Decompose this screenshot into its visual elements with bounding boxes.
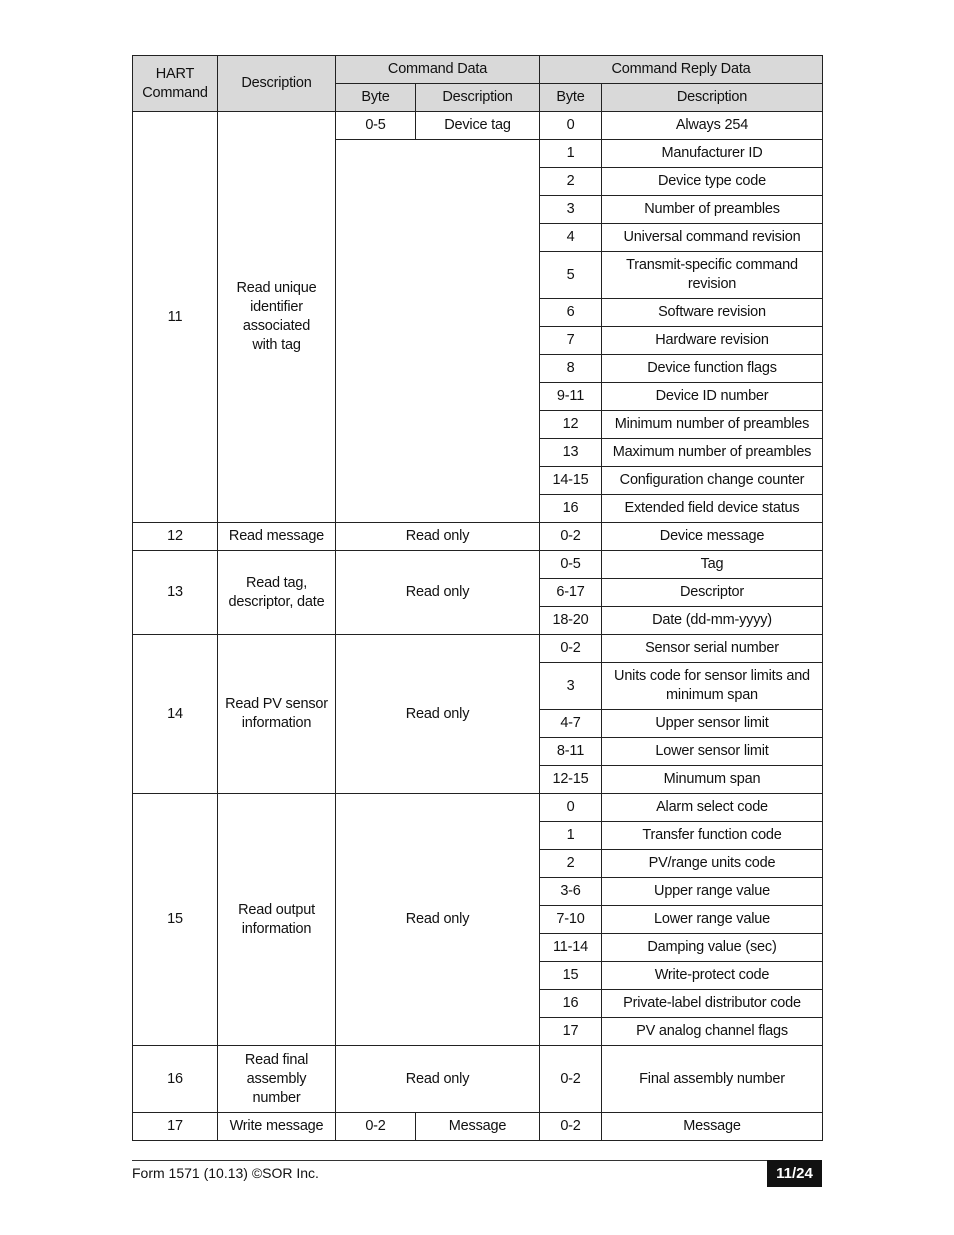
- reply-description: Alarm select code: [602, 794, 823, 822]
- reply-byte: 0-2: [540, 635, 602, 663]
- reply-byte: 1: [540, 140, 602, 168]
- command-number: 14: [133, 635, 218, 794]
- command-byte: 0-5: [336, 112, 416, 140]
- reply-byte: 6: [540, 299, 602, 327]
- command-byte: 0-2: [336, 1113, 416, 1141]
- header-reply-byte: Byte: [540, 84, 602, 112]
- command-number: 15: [133, 794, 218, 1046]
- command-description: Read message: [218, 523, 336, 551]
- reply-description: Final assembly number: [602, 1046, 823, 1113]
- command-data-read-only: Read only: [336, 635, 540, 794]
- command-description: Read tag, descriptor, date: [218, 551, 336, 635]
- reply-description: Lower range value: [602, 906, 823, 934]
- reply-description: Sensor serial number: [602, 635, 823, 663]
- reply-byte: 4-7: [540, 710, 602, 738]
- reply-byte: 0: [540, 794, 602, 822]
- reply-description: Descriptor: [602, 579, 823, 607]
- reply-description: Extended field device status: [602, 495, 823, 523]
- table-row: [133, 112, 823, 140]
- command-data-read-only: Read only: [336, 794, 540, 1046]
- reply-byte: 2: [540, 850, 602, 878]
- reply-byte: 0-5: [540, 551, 602, 579]
- page-number-badge: 11/24: [767, 1160, 822, 1187]
- reply-byte: 8-11: [540, 738, 602, 766]
- table-row: [133, 551, 823, 579]
- hart-command-table: [132, 55, 823, 1141]
- reply-description: Transmit-specific command revision: [602, 252, 823, 299]
- header-sub-description: Description: [416, 84, 540, 112]
- reply-description: PV analog channel flags: [602, 1018, 823, 1046]
- footer-divider: [132, 1160, 822, 1161]
- reply-description: Units code for sensor limits and minimum span: [602, 663, 823, 710]
- command-number: 12: [133, 523, 218, 551]
- reply-description: Universal command revision: [602, 224, 823, 252]
- reply-description: Upper sensor limit: [602, 710, 823, 738]
- reply-byte: 3: [540, 663, 602, 710]
- reply-description: Maximum number of preambles: [602, 439, 823, 467]
- command-number: 16: [133, 1046, 218, 1113]
- reply-byte: 8: [540, 355, 602, 383]
- reply-byte: 0-2: [540, 1113, 602, 1141]
- reply-byte: 17: [540, 1018, 602, 1046]
- reply-description: Device type code: [602, 168, 823, 196]
- reply-byte: 18-20: [540, 607, 602, 635]
- reply-description: Device function flags: [602, 355, 823, 383]
- reply-description: Tag: [602, 551, 823, 579]
- reply-byte: 9-11: [540, 383, 602, 411]
- command-description: Read unique identifier associated with tag: [218, 112, 336, 523]
- reply-description: Lower sensor limit: [602, 738, 823, 766]
- reply-byte: 4: [540, 224, 602, 252]
- header-description: Description: [218, 56, 336, 112]
- reply-description: Configuration change counter: [602, 467, 823, 495]
- command-data-read-only: Read only: [336, 1046, 540, 1113]
- command-data-empty: [336, 140, 540, 523]
- reply-byte: 16: [540, 495, 602, 523]
- reply-description: Always 254: [602, 112, 823, 140]
- header-command-data: Command Data: [336, 56, 540, 84]
- header-reply-description: Description: [602, 84, 823, 112]
- reply-byte: 2: [540, 168, 602, 196]
- reply-description: Private-label distributor code: [602, 990, 823, 1018]
- header-command-reply-data: Command Reply Data: [540, 56, 823, 84]
- reply-description: Device ID number: [602, 383, 823, 411]
- reply-description: Minimum number of preambles: [602, 411, 823, 439]
- reply-description: Damping value (sec): [602, 934, 823, 962]
- reply-description: Date (dd-mm-yyyy): [602, 607, 823, 635]
- reply-byte: 13: [540, 439, 602, 467]
- reply-byte: 7-10: [540, 906, 602, 934]
- reply-description: Number of preambles: [602, 196, 823, 224]
- command-number: 13: [133, 551, 218, 635]
- reply-byte: 7: [540, 327, 602, 355]
- reply-description: Message: [602, 1113, 823, 1141]
- reply-byte: 15: [540, 962, 602, 990]
- command-description: Write message: [218, 1113, 336, 1141]
- reply-description: Minumum span: [602, 766, 823, 794]
- command-data-read-only: Read only: [336, 551, 540, 635]
- reply-description: Hardware revision: [602, 327, 823, 355]
- reply-description: PV/range units code: [602, 850, 823, 878]
- reply-byte: 14-15: [540, 467, 602, 495]
- command-data-description: Device tag: [416, 112, 540, 140]
- header-hart-command: HART Command: [133, 56, 218, 112]
- header-byte: Byte: [336, 84, 416, 112]
- reply-byte: 3: [540, 196, 602, 224]
- command-data-read-only: Read only: [336, 523, 540, 551]
- reply-description: Device message: [602, 523, 823, 551]
- reply-byte: 0-2: [540, 523, 602, 551]
- command-description: Read PV sensor information: [218, 635, 336, 794]
- reply-byte: 5: [540, 252, 602, 299]
- reply-byte: 12: [540, 411, 602, 439]
- reply-byte: 11-14: [540, 934, 602, 962]
- reply-byte: 0: [540, 112, 602, 140]
- reply-byte: 16: [540, 990, 602, 1018]
- command-number: 11: [133, 112, 218, 523]
- reply-byte: 12-15: [540, 766, 602, 794]
- reply-byte: 6-17: [540, 579, 602, 607]
- reply-description: Software revision: [602, 299, 823, 327]
- table-row: [133, 794, 823, 822]
- command-data-description: Message: [416, 1113, 540, 1141]
- command-number: 17: [133, 1113, 218, 1141]
- reply-description: Upper range value: [602, 878, 823, 906]
- command-description: Read output information: [218, 794, 336, 1046]
- table-row: [133, 523, 823, 551]
- footer-form-number: Form 1571 (10.13) ©SOR Inc.: [132, 1165, 319, 1181]
- reply-description: Transfer function code: [602, 822, 823, 850]
- reply-description: Manufacturer ID: [602, 140, 823, 168]
- table-row: [133, 1113, 823, 1141]
- header-row-top: [133, 56, 823, 84]
- reply-byte: 1: [540, 822, 602, 850]
- table-row: [133, 1046, 823, 1113]
- reply-byte: 0-2: [540, 1046, 602, 1113]
- table-row: [133, 635, 823, 663]
- reply-description: Write-protect code: [602, 962, 823, 990]
- reply-byte: 3-6: [540, 878, 602, 906]
- command-description: Read final assembly number: [218, 1046, 336, 1113]
